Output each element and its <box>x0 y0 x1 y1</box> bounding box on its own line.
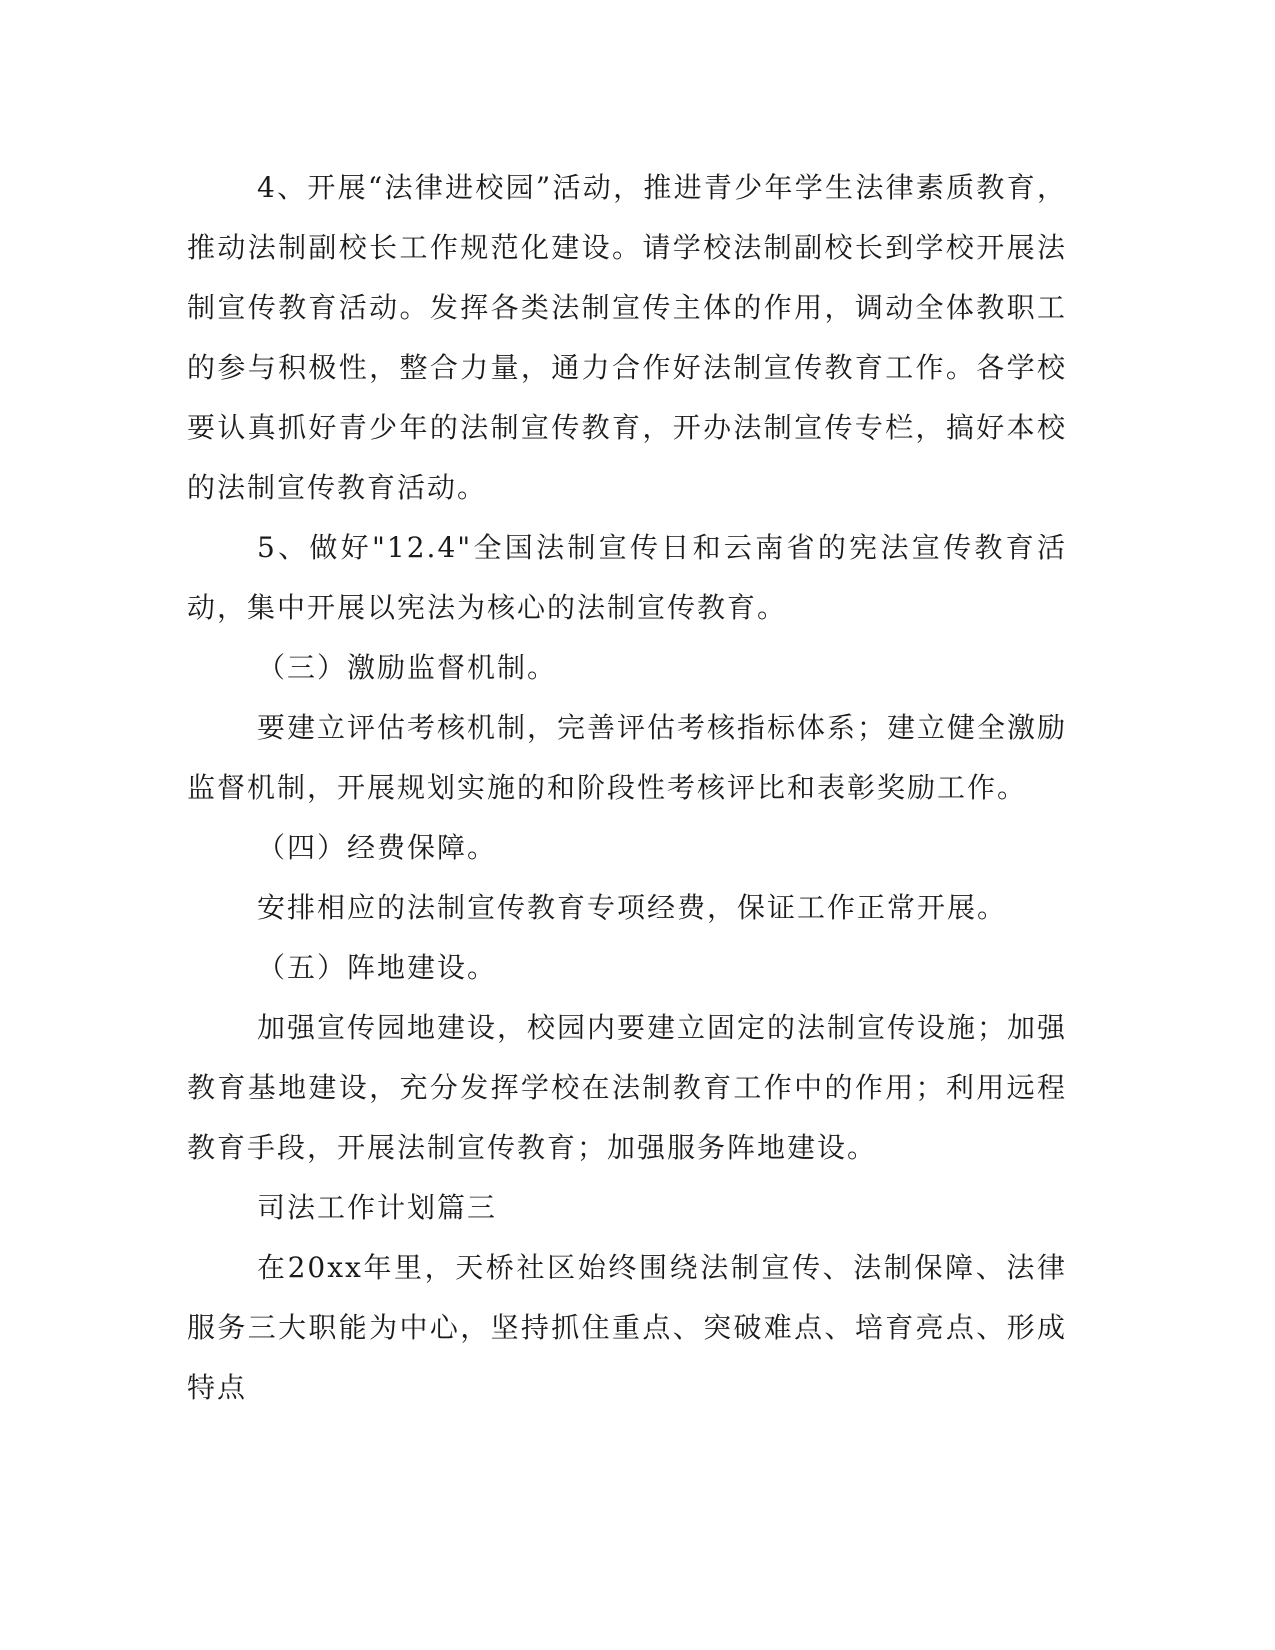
paragraph-funding: 安排相应的法制宣传教育专项经费，保证工作正常开展。 <box>257 891 1008 924</box>
paragraph-base-construction: 加强宣传园地建设，校园内要建立固定的法制宣传设施；加强教育基地建设，充分发挥学校在法制教育工作中的作用；利用远程教育手段，开展法制宣传教育；加强服务阵地建设。 <box>187 1011 1068 1164</box>
paragraph-community-work: 在20xx年里，天桥社区始终围绕法制宣传、法制保障、法律服务三大职能为中心，坚持抓住重点、突破难点、培育亮点、形成特点 <box>187 1251 1067 1404</box>
paragraph-constitution-day: 5、做好"12.4"全国法制宣传日和云南省的宪法宣传教育活动，集中开展以宪法为核心的法制宣传教育。 <box>187 531 1067 624</box>
section-heading-funding: （四）经费保障。 <box>257 831 498 864</box>
document-body <box>187 158 1067 1418</box>
section-heading-base-construction: （五）阵地建设。 <box>257 951 498 984</box>
section-heading-plan-part-three: 司法工作计划篇三 <box>257 1191 498 1224</box>
paragraph-evaluation-mechanism: 要建立评估考核机制，完善评估考核指标体系；建立健全激励监督机制，开展规划实施的和阶段性考核评比和表彰奖励工作。 <box>187 711 1068 804</box>
paragraph-campus-law-activity: 4、开展“法律进校园”活动，推进青少年学生法律素质教育，推动法制副校长工作规范化建设。请学校法制副校长到学校开展法制宣传教育活动。发挥各类法制宣传主体的作用，调动全体教职工的参与积极性，整合力量，通力合作好法制宣传教育工作。各学校要认真抓好青少年的法制宣传教育，开办法制宣传专栏，搞好本校的法制宣传教育活动。 <box>187 171 1067 504</box>
section-heading-incentive-supervision: （三）激励监督机制。 <box>257 651 558 684</box>
